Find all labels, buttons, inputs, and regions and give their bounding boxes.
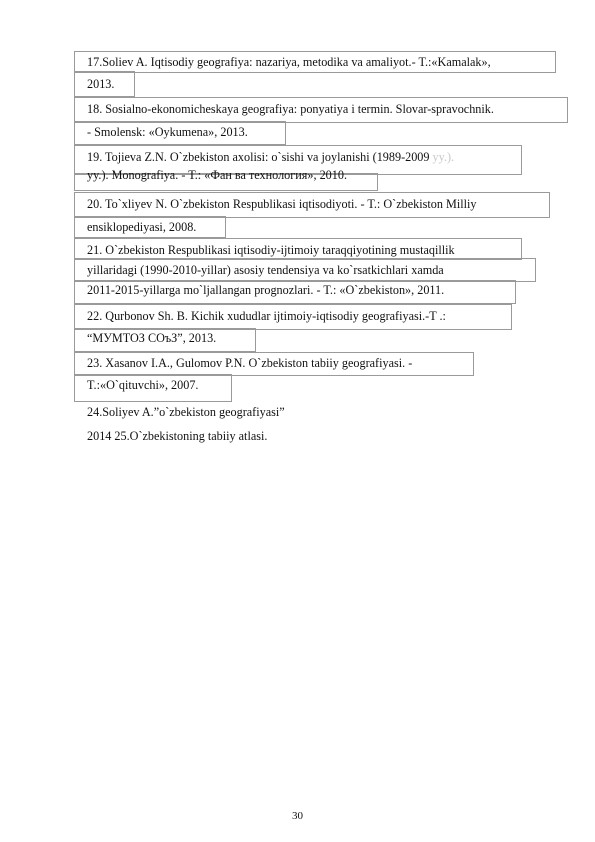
ref-21-line-2: yillaridagi (1990-2010-yillar) asosiy tendensiya va ko`rsatkichlari xamda: [87, 263, 444, 277]
ref-19-line-1-ghost: yy.).: [432, 150, 455, 164]
ref-22-line-2: “МУМТОЗ СОъЗ”, 2013.: [87, 331, 217, 345]
ref-18-line-2: - Smolensk: «Oykumena», 2013.: [87, 125, 248, 139]
ref-19-line-2: yy.). Monografiya. - T.: «Фан ва технология», 2010.: [87, 168, 348, 182]
ref-24-line-1: 24.Soliyev A.”o`zbekiston geografiyasi”: [87, 405, 285, 419]
ref-24-line-2: 2014 25.O`zbekistoning tabiiy atlasi.: [87, 429, 268, 443]
ref-19-line-1-text: 19. Tojieva Z.N. O`zbekiston axolisi: o`sishi va joylanishi (1989-2009: [87, 150, 430, 164]
ref-18-line-1: 18. Sosialno-ekonomicheskaya geografiya: ponyatiya i termin. Slovar-spravochnik.: [87, 102, 494, 116]
ref-19-line-1: [87, 150, 454, 165]
page-number: 30: [292, 810, 303, 822]
ref-17-line-1: 17.Soliev A. Iqtisodiy geografiya: nazariya, metodika va amaliyot.- T.:«Kamalak»,: [87, 55, 491, 69]
ref-20-line-2: ensiklopediyasi, 2008.: [87, 220, 197, 234]
ref-21-line-3: 2011-2015-yillarga mo`ljallangan prognozlari. - T.: «O`zbekiston», 2011.: [87, 283, 445, 297]
ref-20-line-1: 20. To`xliyev N. O`zbekiston Respublikasi iqtisodiyoti. - T.: O`zbekiston Milliy: [87, 197, 477, 211]
ref-23-line-1: 23. Xasanov I.A., Gulomov P.N. O`zbekiston tabiiy geografiyasi. -: [87, 356, 413, 370]
ref-22-line-1: 22. Qurbonov Sh. B. Kichik xududlar ijtimoiy-iqtisodiy geografiyasi.-T .:: [87, 309, 446, 323]
ref-23-line-2: T.:«O`qituvchi», 2007.: [87, 378, 199, 392]
ref-17-line-2: 2013.: [87, 77, 115, 91]
ref-21-line-1: 21. O`zbekiston Respublikasi iqtisodiy-ijtimoiy taraqqiyotining mustaqillik: [87, 243, 455, 257]
